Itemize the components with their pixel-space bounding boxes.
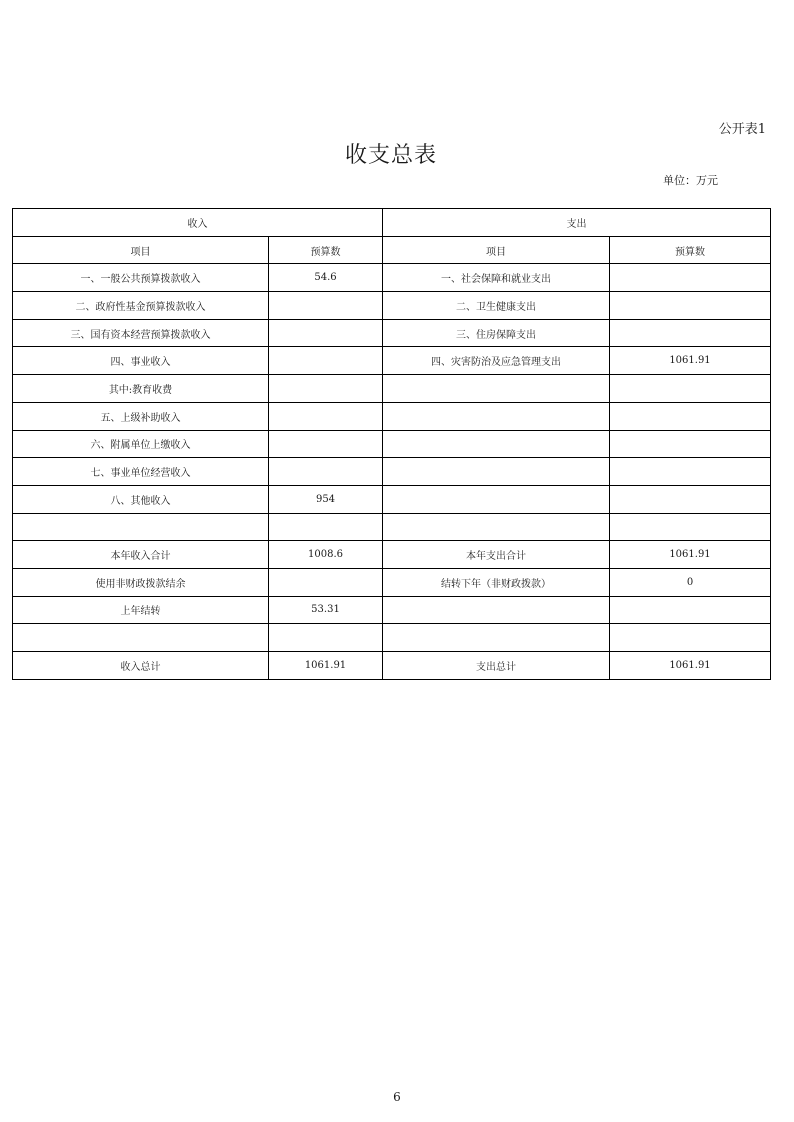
- expense-value-cell: [610, 624, 771, 652]
- expense-item-cell: [383, 624, 610, 652]
- expense-item-cell: 一、社会保障和就业支出: [383, 264, 610, 292]
- income-budget-header: 预算数: [269, 236, 383, 264]
- income-value-cell: [269, 402, 383, 430]
- income-value-cell: 1008.6: [269, 541, 383, 569]
- income-item-cell: 八、其他收入: [13, 485, 269, 513]
- income-item-cell: 六、附属单位上缴收入: [13, 430, 269, 458]
- income-item-cell: 五、上级补助收入: [13, 402, 269, 430]
- expense-value-cell: 1061.91: [610, 652, 771, 680]
- income-item-cell: 收入总计: [13, 652, 269, 680]
- expense-item-header: 项目: [383, 236, 610, 264]
- income-value-cell: [269, 513, 383, 541]
- income-value-cell: [269, 568, 383, 596]
- income-item-cell: 四、事业收入: [13, 347, 269, 375]
- page-number: 6: [393, 1090, 401, 1104]
- table-row: [13, 430, 771, 458]
- table-row: [13, 541, 771, 569]
- expense-section-header: 支出: [383, 209, 771, 237]
- expense-item-cell: [383, 402, 610, 430]
- income-value-cell: 1061.91: [269, 652, 383, 680]
- income-value-cell: [269, 458, 383, 486]
- expense-value-cell: [610, 430, 771, 458]
- expense-value-cell: [610, 458, 771, 486]
- page-title: 收支总表: [344, 143, 437, 168]
- income-item-header: 项目: [13, 236, 269, 264]
- income-value-cell: [269, 430, 383, 458]
- expense-item-cell: 四、灾害防治及应急管理支出: [383, 347, 610, 375]
- section-header-row: [13, 209, 771, 237]
- column-header-row: [13, 236, 771, 264]
- expense-item-cell: 三、住房保障支出: [383, 319, 610, 347]
- income-item-cell: 二、政府性基金预算拨款收入: [13, 292, 269, 320]
- income-expense-table: [12, 208, 771, 680]
- expense-value-cell: 0: [610, 568, 771, 596]
- expense-item-cell: [383, 513, 610, 541]
- expense-value-cell: [610, 485, 771, 513]
- table-row: [13, 375, 771, 403]
- expense-item-cell: [383, 485, 610, 513]
- expense-value-cell: [610, 402, 771, 430]
- expense-item-cell: 支出总计: [383, 652, 610, 680]
- table-row: [13, 458, 771, 486]
- table-row: [13, 319, 771, 347]
- expense-item-cell: 结转下年（非财政拨款）: [383, 568, 610, 596]
- income-item-cell: 三、国有资本经营预算拨款收入: [13, 319, 269, 347]
- income-value-cell: 54.6: [269, 264, 383, 292]
- expense-value-cell: 1061.91: [610, 541, 771, 569]
- table-row: [13, 292, 771, 320]
- income-value-cell: 53.31: [269, 596, 383, 624]
- expense-value-cell: [610, 596, 771, 624]
- income-item-cell: 七、事业单位经营收入: [13, 458, 269, 486]
- income-item-cell: 本年收入合计: [13, 541, 269, 569]
- table-body: [13, 209, 771, 680]
- expense-value-cell: [610, 292, 771, 320]
- expense-budget-header: 预算数: [610, 236, 771, 264]
- expense-item-cell: 本年支出合计: [383, 541, 610, 569]
- income-item-cell: 其中:教育收费: [13, 375, 269, 403]
- income-section-header: 收入: [13, 209, 383, 237]
- table-row: [13, 596, 771, 624]
- table-row: [13, 347, 771, 375]
- expense-value-cell: [610, 264, 771, 292]
- income-value-cell: [269, 375, 383, 403]
- income-value-cell: [269, 347, 383, 375]
- income-value-cell: [269, 624, 383, 652]
- expense-item-cell: 二、卫生健康支出: [383, 292, 610, 320]
- table-row: [13, 264, 771, 292]
- income-item-cell: 使用非财政拨款结余: [13, 568, 269, 596]
- unit-label: 单位：万元: [663, 174, 718, 187]
- table-row: [13, 652, 771, 680]
- table-row: [13, 513, 771, 541]
- income-item-cell: 一、一般公共预算拨款收入: [13, 264, 269, 292]
- table-row: [13, 624, 771, 652]
- expense-value-cell: [610, 513, 771, 541]
- income-value-cell: [269, 319, 383, 347]
- expense-item-cell: [383, 458, 610, 486]
- income-item-cell: 上年结转: [13, 596, 269, 624]
- expense-value-cell: [610, 375, 771, 403]
- table-row: [13, 485, 771, 513]
- table-number: 公开表1: [718, 122, 766, 137]
- expense-value-cell: [610, 319, 771, 347]
- expense-item-cell: [383, 375, 610, 403]
- income-item-cell: [13, 513, 269, 541]
- income-value-cell: 954: [269, 485, 383, 513]
- income-value-cell: [269, 292, 383, 320]
- expense-item-cell: [383, 430, 610, 458]
- table-row: [13, 402, 771, 430]
- expense-item-cell: [383, 596, 610, 624]
- expense-value-cell: 1061.91: [610, 347, 771, 375]
- table-row: [13, 568, 771, 596]
- income-item-cell: [13, 624, 269, 652]
